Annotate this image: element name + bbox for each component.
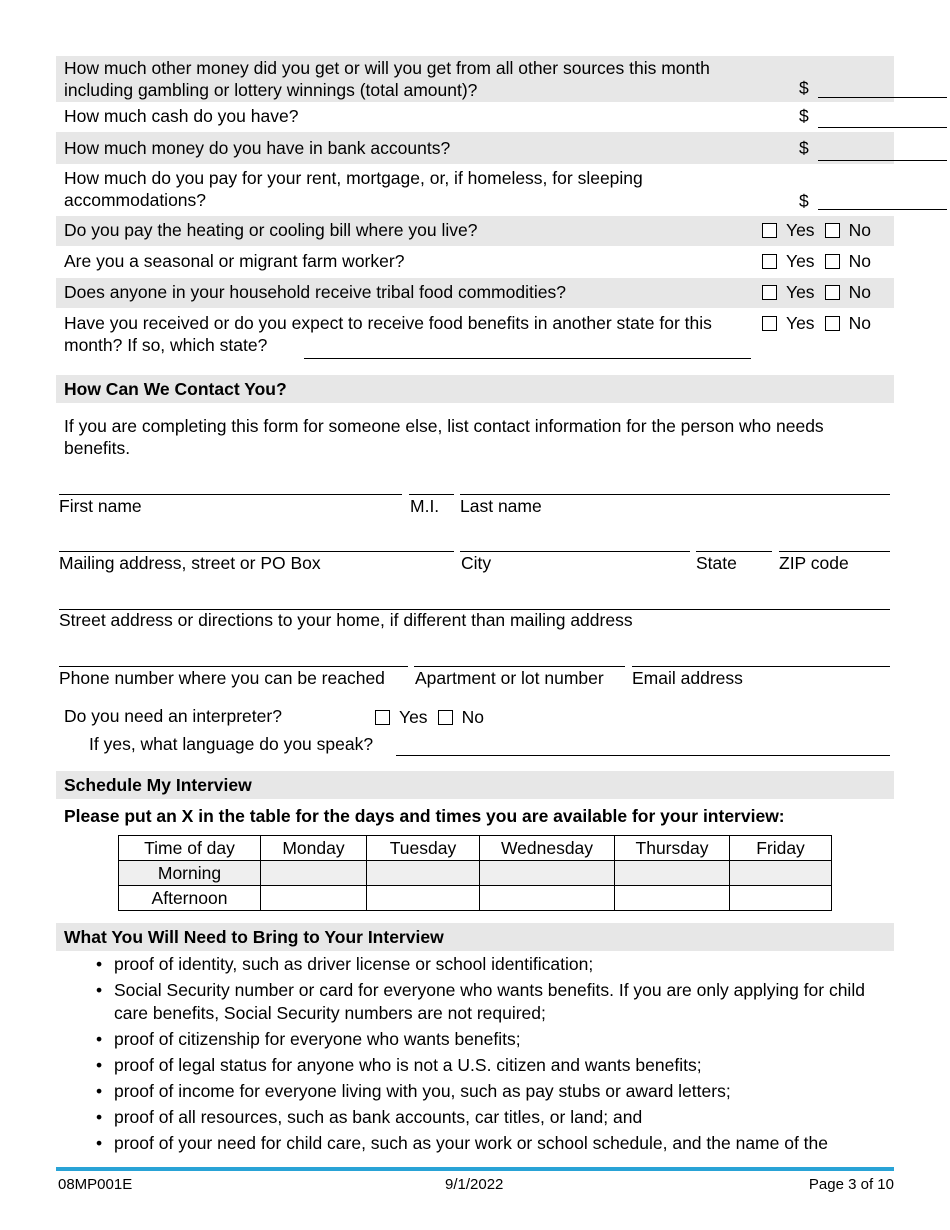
- question-text: How much other money did you get or will you get from all other sources this month including gambling or lottery winnings (total amount)?: [64, 58, 710, 100]
- contact-instructions: If you are completing this form for someone else, list contact information for the person who needs benefits.: [64, 416, 824, 458]
- last-name-field[interactable]: [460, 494, 890, 495]
- no-checkbox[interactable]: [825, 285, 840, 300]
- interpreter-yes-no: [375, 707, 494, 728]
- no-label: No: [848, 220, 871, 240]
- question-text: Does anyone in your household receive tribal food commodities?: [64, 282, 566, 302]
- state-field[interactable]: [696, 551, 772, 552]
- yes-checkbox[interactable]: [762, 316, 777, 331]
- yes-no-group: [762, 251, 881, 272]
- afternoon-wednesday-cell[interactable]: [480, 886, 615, 911]
- cash-amount-field[interactable]: [818, 127, 947, 128]
- mi-field[interactable]: [409, 494, 454, 495]
- afternoon-monday-cell[interactable]: [261, 886, 367, 911]
- header-tuesday: Tuesday: [367, 836, 480, 861]
- question-heating: [56, 216, 894, 246]
- no-label: No: [461, 707, 484, 727]
- other-money-amount-field[interactable]: [818, 97, 947, 98]
- email-label: Email address: [632, 668, 743, 688]
- apartment-field[interactable]: [414, 666, 625, 667]
- yes-checkbox[interactable]: [762, 223, 777, 238]
- header-monday: Monday: [261, 836, 367, 861]
- yes-checkbox[interactable]: [762, 254, 777, 269]
- city-label: City: [461, 553, 492, 573]
- question-other-state: [56, 308, 894, 364]
- no-checkbox[interactable]: [825, 316, 840, 331]
- form-date: 9/1/2022: [445, 1176, 504, 1193]
- afternoon-tuesday-cell[interactable]: [367, 886, 480, 911]
- interpreter-question: Do you need an interpreter?: [64, 706, 282, 726]
- list-item: • Social Security number or card for everyone who wants benefits. If you are only applying for child care benefits, Social Security numbers are not required;: [96, 979, 886, 1025]
- yes-checkbox[interactable]: [762, 285, 777, 300]
- yes-no-group: [762, 220, 881, 241]
- phone-field[interactable]: [59, 666, 408, 667]
- question-farm-worker: [56, 246, 894, 278]
- yes-label: Yes: [786, 220, 815, 240]
- state-label: State: [696, 553, 737, 573]
- other-state-field[interactable]: [304, 358, 751, 359]
- question-cash: [56, 102, 894, 132]
- yes-no-group: [762, 282, 881, 303]
- mailing-address-label: Mailing address, street or PO Box: [59, 553, 321, 573]
- language-field[interactable]: [396, 755, 890, 756]
- last-name-label: Last name: [460, 496, 542, 516]
- question-bank-accounts: [56, 132, 894, 164]
- phone-label: Phone number where you can be reached: [59, 668, 385, 688]
- street-address-label: Street address or directions to your home, if different than mailing address: [59, 610, 633, 630]
- mailing-address-field[interactable]: [59, 551, 454, 552]
- header-thursday: Thursday: [615, 836, 730, 861]
- question-text: Do you pay the heating or cooling bill where you live?: [64, 220, 478, 240]
- question-text: Are you a seasonal or migrant farm worker?: [64, 251, 405, 271]
- schedule-table: [118, 835, 832, 911]
- no-checkbox[interactable]: [825, 254, 840, 269]
- zip-label: ZIP code: [779, 553, 849, 573]
- contact-heading: How Can We Contact You?: [56, 375, 894, 403]
- header-friday: Friday: [730, 836, 832, 861]
- language-question: If yes, what language do you speak?: [89, 734, 374, 754]
- list-item: • proof of all resources, such as bank accounts, car titles, or land; and: [96, 1106, 886, 1129]
- bank-amount-field[interactable]: [818, 160, 947, 161]
- apartment-label: Apartment or lot number: [415, 668, 604, 688]
- city-field[interactable]: [460, 551, 690, 552]
- mi-label: M.I.: [410, 496, 440, 516]
- question-text: How much cash do you have?: [64, 106, 299, 126]
- morning-tuesday-cell[interactable]: [367, 861, 480, 886]
- bring-heading: What You Will Need to Bring to Your Interview: [56, 923, 894, 951]
- row-label-afternoon: Afternoon: [119, 886, 261, 911]
- row-label-morning: Morning: [119, 861, 261, 886]
- morning-wednesday-cell[interactable]: [480, 861, 615, 886]
- question-other-money: [56, 56, 894, 102]
- no-label: No: [848, 282, 871, 302]
- header-wednesday: Wednesday: [480, 836, 615, 861]
- bring-list: [96, 953, 886, 1158]
- first-name-label: First name: [59, 496, 142, 516]
- no-label: No: [848, 313, 871, 333]
- page-number: Page 3 of 10: [808, 1176, 894, 1193]
- yes-label: Yes: [399, 707, 428, 727]
- question-text: How much money do you have in bank accounts?: [64, 138, 451, 158]
- dollar-sign: $: [799, 106, 809, 126]
- footer-rule: [56, 1167, 894, 1171]
- question-tribal-food: [56, 278, 894, 308]
- first-name-field[interactable]: [59, 494, 402, 495]
- dollar-sign: $: [799, 191, 809, 211]
- email-field[interactable]: [632, 666, 890, 667]
- interpreter-no-checkbox[interactable]: [438, 710, 453, 725]
- list-item: • proof of your need for child care, such as your work or school schedule, and the name of the: [96, 1132, 886, 1155]
- afternoon-friday-cell[interactable]: [730, 886, 832, 911]
- interpreter-yes-checkbox[interactable]: [375, 710, 390, 725]
- question-text: How much do you pay for your rent, mortgage, or, if homeless, for sleeping accommodations?: [64, 168, 643, 210]
- schedule-heading: Schedule My Interview: [56, 771, 894, 799]
- yes-label: Yes: [786, 282, 815, 302]
- dollar-sign: $: [799, 78, 809, 98]
- yes-label: Yes: [786, 251, 815, 271]
- dollar-sign: $: [799, 138, 809, 158]
- question-rent: [56, 164, 894, 216]
- afternoon-thursday-cell[interactable]: [615, 886, 730, 911]
- question-text: Have you received or do you expect to receive food benefits in another state for this month? If so, which state?: [64, 313, 712, 355]
- list-item: • proof of citizenship for everyone who wants benefits;: [96, 1028, 886, 1051]
- no-checkbox[interactable]: [825, 223, 840, 238]
- morning-thursday-cell[interactable]: [615, 861, 730, 886]
- yes-label: Yes: [786, 313, 815, 333]
- list-item: • proof of legal status for anyone who is not a U.S. citizen and wants benefits;: [96, 1054, 886, 1077]
- morning-friday-cell[interactable]: [730, 861, 832, 886]
- list-item: • proof of identity, such as driver license or school identification;: [96, 953, 886, 976]
- schedule-instructions: Please put an X in the table for the days and times you are available for your interview:: [64, 806, 785, 826]
- rent-amount-field[interactable]: [818, 209, 947, 210]
- zip-field[interactable]: [779, 551, 890, 552]
- form-id: 08MP001E: [58, 1176, 133, 1193]
- no-label: No: [848, 251, 871, 271]
- header-time-of-day: Time of day: [119, 836, 261, 861]
- morning-monday-cell[interactable]: [261, 861, 367, 886]
- list-item: • proof of income for everyone living with you, such as pay stubs or award letters;: [96, 1080, 886, 1103]
- yes-no-group: [762, 313, 881, 334]
